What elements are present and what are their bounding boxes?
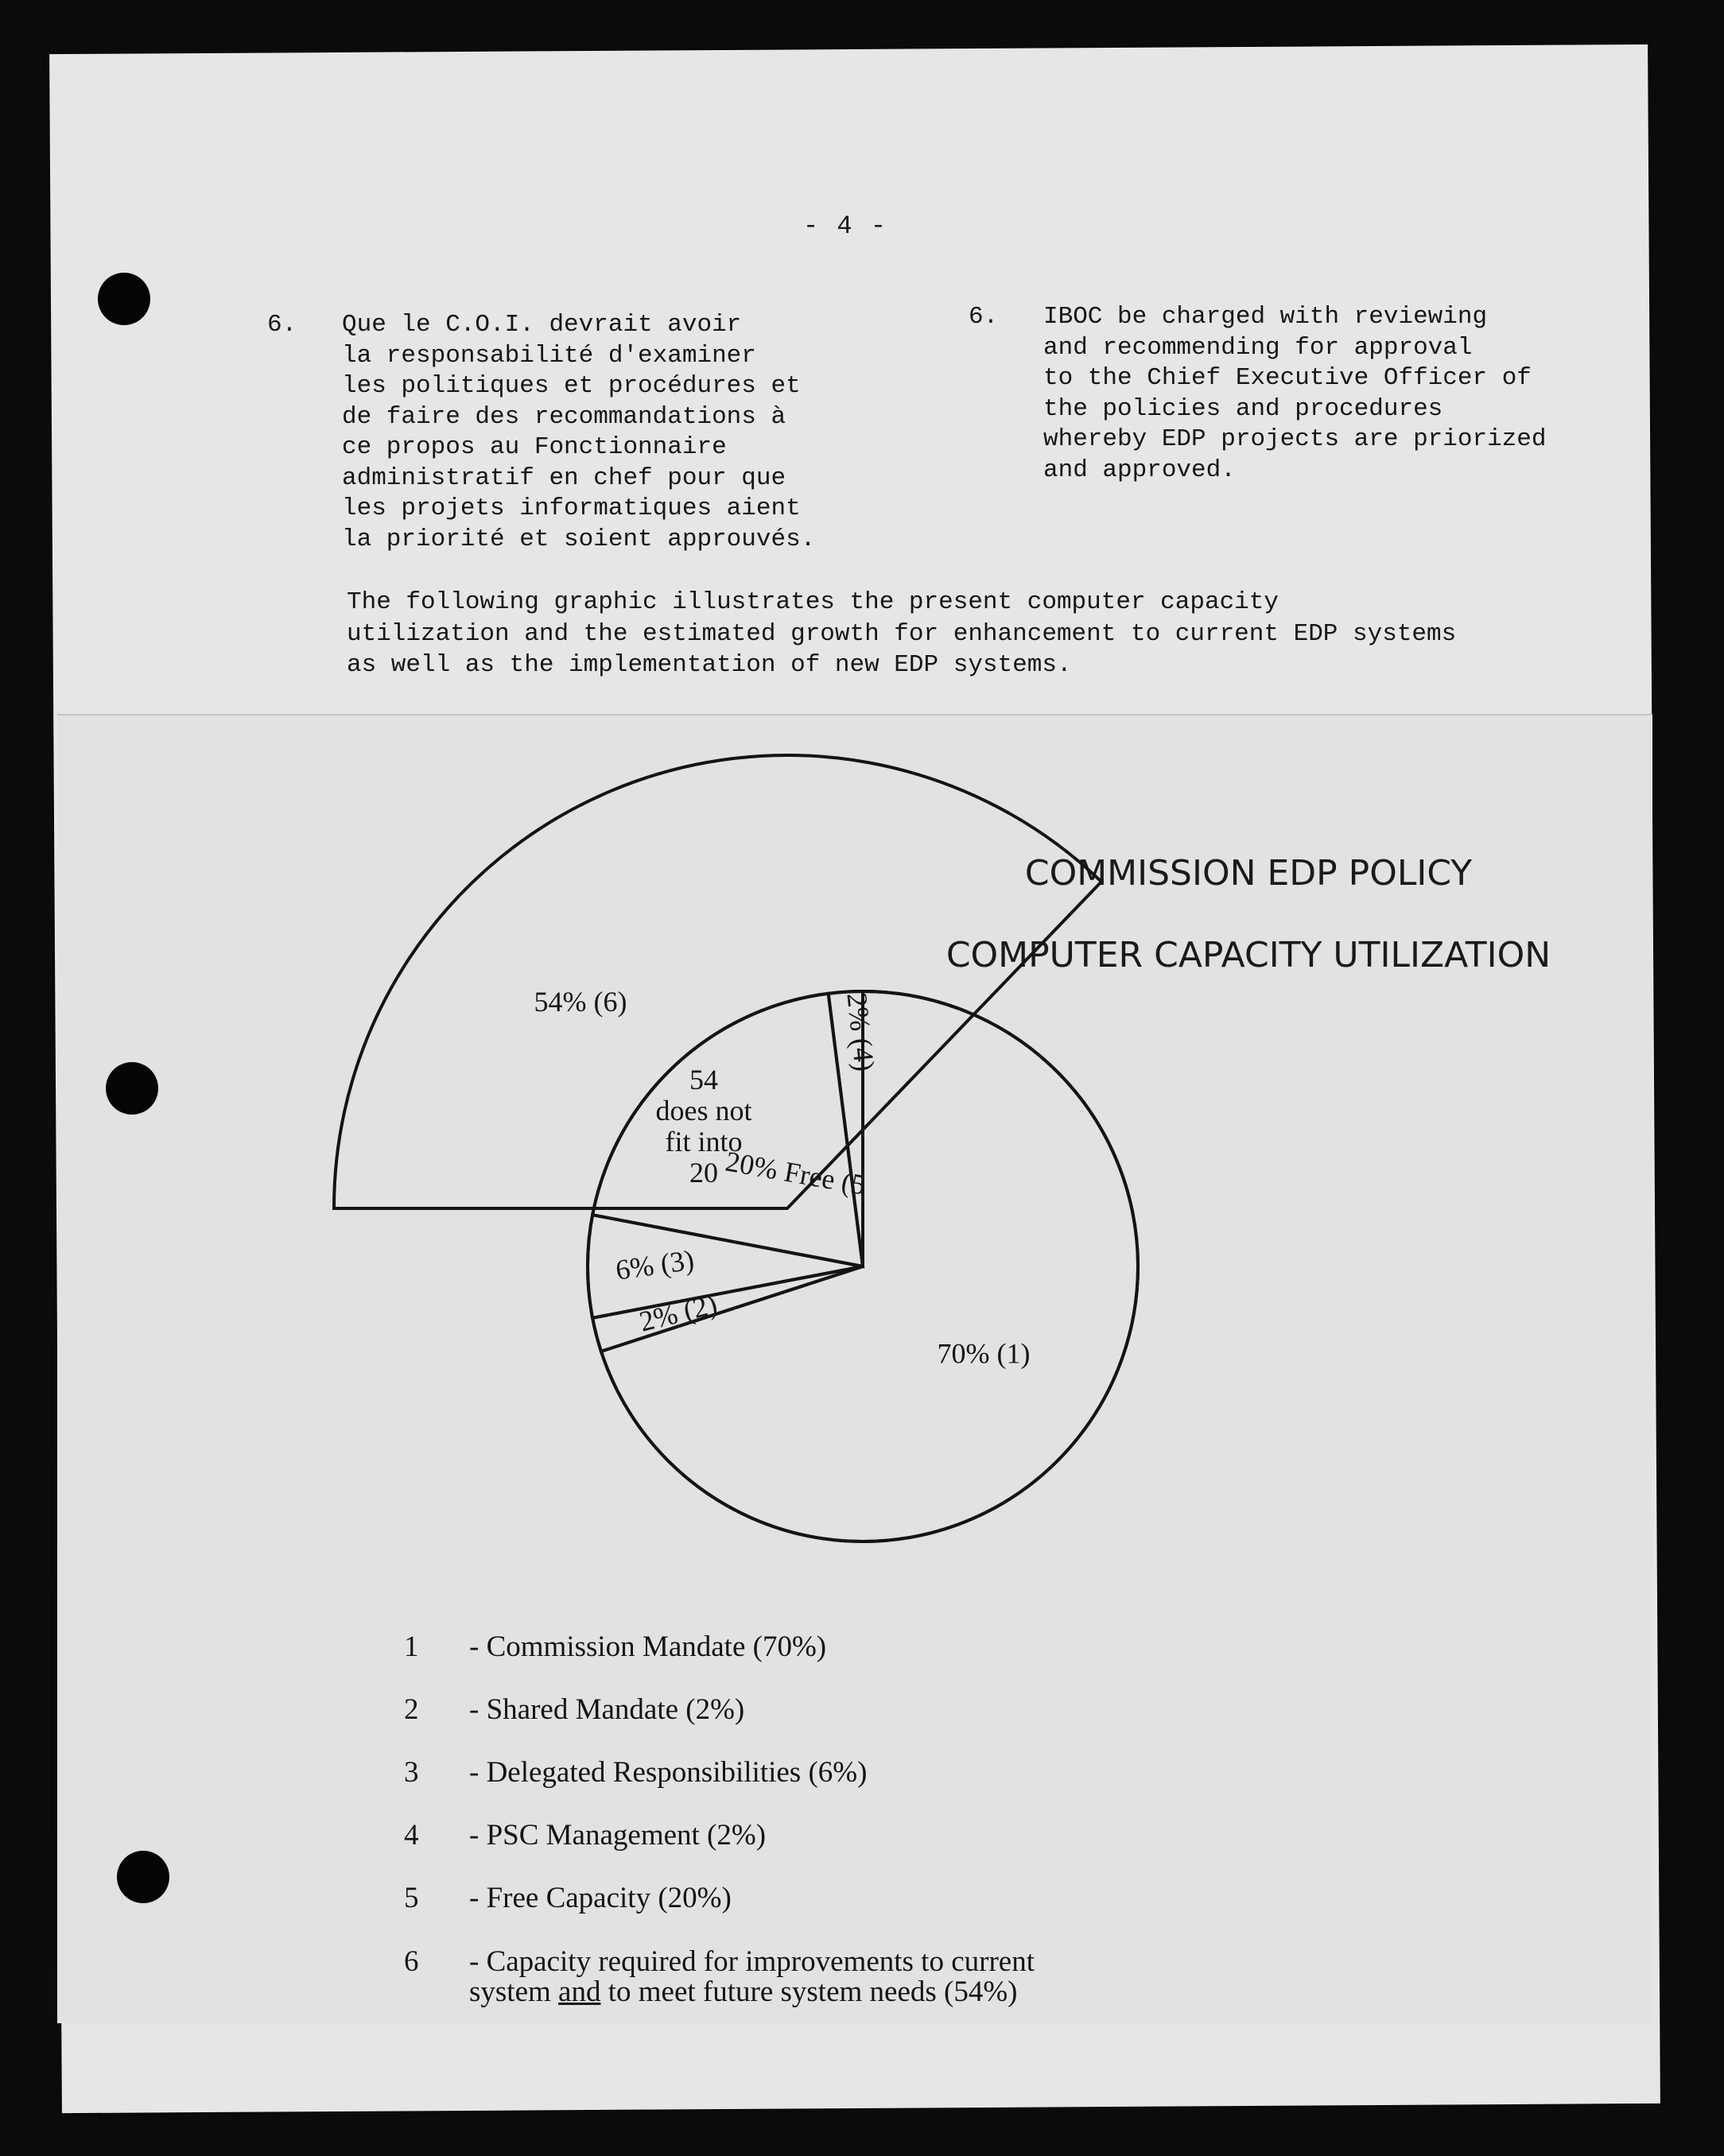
english-text: IBOC be charged with reviewing and recommending for approval to the Chief Executive Officer of the policies and procedures whereby EDP projects are priorized and approved. (1043, 303, 1547, 484)
legend-text: - Shared Mandate (2%) (469, 1693, 745, 1726)
annotation-line: 20 (689, 1157, 718, 1189)
legend-text-continued: system and to meet future system needs (54%) (469, 1976, 1018, 2008)
annotation-line: does not (655, 1095, 752, 1126)
slice-label-5: 20% Free (5 (723, 1145, 868, 1201)
legend-number: 3 (404, 1756, 419, 1789)
legend-number: 1 (404, 1631, 419, 1663)
legend-text: - Capacity required for improvements to current (469, 1945, 1035, 1978)
legend-text: - PSC Management (2%) (469, 1819, 767, 1852)
legend-text: - Free Capacity (20%) (469, 1882, 732, 1914)
legend-number: 2 (404, 1693, 419, 1726)
legend-text: - Commission Mandate (70%) (469, 1631, 827, 1663)
legend-text: - Delegated Responsibilities (6%) (469, 1756, 868, 1789)
annotation-line: 54 (689, 1064, 718, 1095)
legend-number: 5 (404, 1882, 419, 1914)
intro-paragraph: The following graphic illustrates the present computer capacity utilization and the estimated growth for enhancement to current EDP systems as well as the implementation of new EDP systems. (347, 588, 1457, 679)
legend-number: 6 (404, 1945, 419, 1978)
french-text: Que le C.O.I. devrait avoir la responsabilité d'examiner les politiques et procédures et de faire des recommandations à ce propos au Fonctionnaire administratif en chef pour que les projets informatiques aient la priorité et soient approuvés. (342, 311, 816, 553)
chart-title: COMMISSION EDP POLICY (1024, 853, 1473, 894)
slice-label-4: 2% (4) (841, 991, 881, 1073)
slice-label-2: 2% (2) (635, 1287, 720, 1338)
legend-number: 4 (404, 1819, 419, 1852)
slice-label-3: 6% (3) (613, 1243, 697, 1286)
item-number: 6. (969, 303, 999, 331)
annotation-line: fit into (665, 1126, 743, 1157)
slice-label-1: 70% (1) (937, 1337, 1031, 1370)
exploded-label: 54% (6) (534, 986, 627, 1018)
label-layer (534, 986, 1031, 1369)
page-number: - 4 - (803, 211, 888, 241)
chart-subtitle: COMPUTER CAPACITY UTILIZATION (945, 935, 1551, 975)
item-number: 6. (267, 311, 297, 339)
